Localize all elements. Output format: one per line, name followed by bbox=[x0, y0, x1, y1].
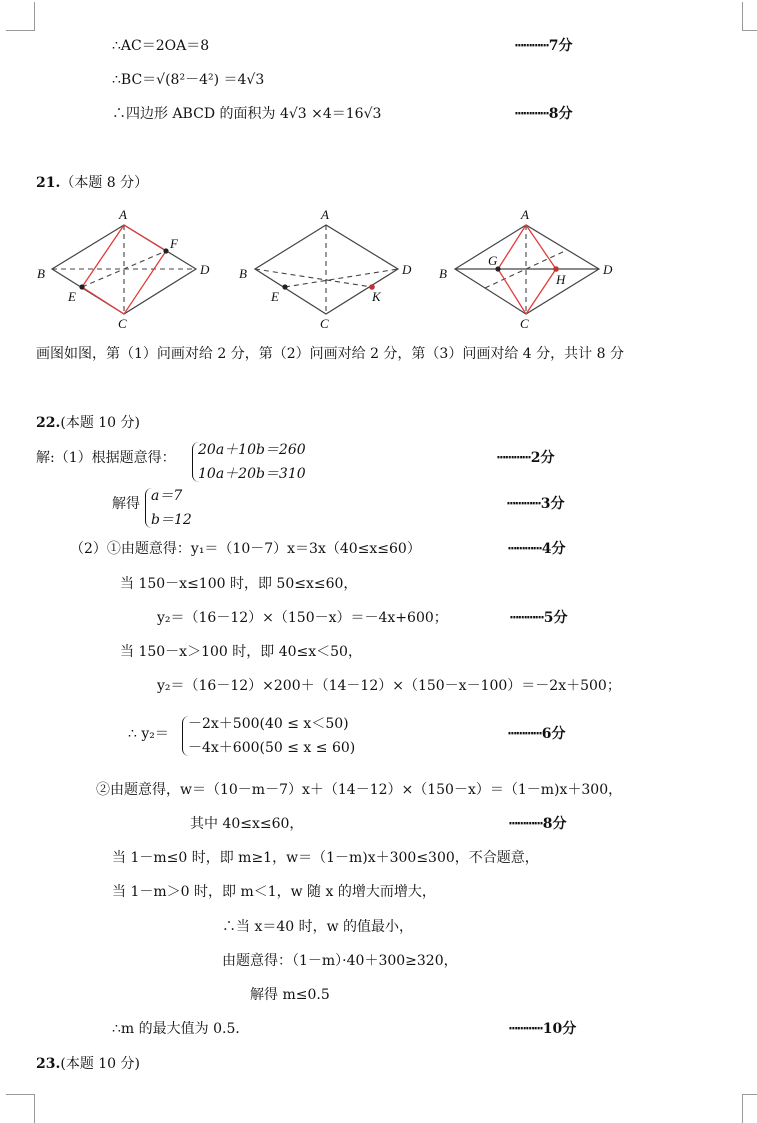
question-21-number: 21. bbox=[36, 175, 61, 191]
part2-line-3: y₂＝（16－12）×（150－x）＝－4x+600； bbox=[157, 610, 448, 626]
score-7: ┅┅┅┅7分 bbox=[515, 38, 573, 54]
figure-2 bbox=[239, 207, 412, 331]
system-1-eq-b: 10a＋20b＝310 bbox=[198, 466, 306, 482]
crop-mark-bottom-left bbox=[6, 1094, 35, 1123]
figure-3-red-ah bbox=[526, 225, 556, 269]
line-area: ∴四边形 ABCD 的面积为 4√3 ×4＝16√3 bbox=[112, 106, 382, 122]
figure-3-point-h bbox=[553, 266, 559, 272]
figure-2-label-k: K bbox=[372, 289, 381, 304]
figure-2-point-e bbox=[282, 284, 287, 289]
figure-2-line-ed bbox=[285, 269, 398, 287]
part2-line-2: 当 150－x≤100 时，即 50≤x≤60， bbox=[120, 576, 358, 592]
score-8: ┅┅┅┅8分 bbox=[515, 106, 573, 122]
figure-1-label-f: F bbox=[170, 236, 178, 251]
figure-1-label-b: B bbox=[37, 266, 45, 281]
score-8b: ┅┅┅┅8分 bbox=[509, 816, 567, 832]
score-4: ┅┅┅┅4分 bbox=[508, 541, 566, 557]
part3-line-1: ②由题意得，w＝（10－m－7）x＋（14－12）×（150－x）＝（1－m)x＋300， bbox=[96, 782, 623, 798]
figure-2-line-bk bbox=[255, 269, 372, 287]
rhombus-figures bbox=[0, 200, 757, 340]
figure-2-label-c: C bbox=[320, 316, 329, 331]
part3-line-2: 其中 40≤x≤60， bbox=[190, 816, 304, 832]
score-2: ┅┅┅┅2分 bbox=[497, 450, 555, 466]
figure-3-red-ag bbox=[498, 225, 526, 269]
figure-3-label-c: C bbox=[520, 316, 529, 331]
question-21-note: 画图如图，第（1）问画对给 2 分，第（2）问画对给 2 分，第（3）问画对给 4 分，共计 8 分 bbox=[36, 346, 624, 362]
figure-1-red-ec bbox=[82, 287, 124, 314]
y2-label: ∴ y₂＝ bbox=[128, 726, 169, 742]
figure-3-label-a: A bbox=[521, 207, 529, 222]
figure-1-point-f bbox=[163, 248, 168, 253]
question-21-points: （本题 8 分） bbox=[60, 175, 149, 191]
system-1-eq-a: 20a＋10b＝260 bbox=[198, 442, 306, 458]
figure-3-red-hc bbox=[526, 269, 556, 314]
question-21-heading bbox=[36, 173, 148, 193]
score-6: ┅┅┅┅6分 bbox=[508, 726, 566, 742]
question-22-number: 22. bbox=[36, 415, 61, 431]
figure-3 bbox=[439, 207, 613, 331]
part3-line-5: ∴当 x＝40 时，w 的值最小， bbox=[222, 919, 414, 935]
figure-3-label-h: H bbox=[556, 272, 566, 287]
figure-2-label-b: B bbox=[239, 266, 247, 281]
figure-3-label-b: B bbox=[439, 266, 447, 281]
figure-2-label-d: D bbox=[402, 262, 412, 277]
figure-1-red-af bbox=[124, 225, 166, 251]
figure-3-label-d: D bbox=[603, 262, 613, 277]
crop-mark-top-left bbox=[6, 2, 35, 31]
figure-1-label-a: A bbox=[119, 207, 127, 222]
part3-line-4: 当 1－m＞0 时，即 m＜1，w 随 x 的增大而增大， bbox=[112, 884, 436, 900]
question-22-heading bbox=[36, 413, 140, 433]
figure-1-point-e bbox=[79, 284, 84, 289]
solution-label: 解得 bbox=[112, 496, 140, 512]
solution-part1-prefix: 解:（1）根据题意得： bbox=[36, 450, 176, 466]
figure-1-label-d: D bbox=[200, 262, 210, 277]
score-3: ┅┅┅┅3分 bbox=[507, 496, 565, 512]
score-10: ┅┅┅┅10分 bbox=[509, 1021, 577, 1037]
figure-1-red-fc bbox=[124, 251, 166, 314]
system-2-eq-b: b＝12 bbox=[151, 512, 192, 528]
question-23-points: (本题 10 分) bbox=[60, 1056, 140, 1072]
figure-1-label-c: C bbox=[118, 316, 127, 331]
part2-line-4: 当 150－x＞100 时，即 40≤x＜50， bbox=[120, 644, 362, 660]
part2-line-5: y₂＝（16－12）×200＋（14－12）×（150－x－100）＝－2x＋500； bbox=[157, 678, 621, 694]
figure-2-label-a: A bbox=[321, 207, 329, 222]
question-22-points: (本题 10 分) bbox=[60, 415, 140, 431]
figure-1-label-e: E bbox=[68, 289, 76, 304]
piecewise-case-2: －4x＋600(50 ≤ x ≤ 60) bbox=[188, 740, 356, 756]
part3-line-6: 由题意得：（1－m）·40＋300≥320， bbox=[222, 953, 458, 969]
line-ac: ∴AC＝2OA＝8 bbox=[112, 38, 210, 54]
question-23-heading bbox=[36, 1054, 140, 1074]
figure-1 bbox=[37, 207, 210, 331]
line-bc: ∴BC＝√(8²－4²) ＝4√3 bbox=[112, 72, 265, 88]
system-2-eq-a: a＝7 bbox=[151, 488, 183, 504]
figure-2-label-e: E bbox=[271, 289, 279, 304]
part3-line-8: ∴m 的最大值为 0.5． bbox=[112, 1021, 250, 1037]
question-23-number: 23. bbox=[36, 1056, 61, 1072]
part3-line-3: 当 1－m≤0 时，即 m≥1，w＝（1－m)x＋300≤300，不合题意， bbox=[112, 850, 539, 866]
piecewise-case-1: －2x＋500(40 ≤ x＜50) bbox=[188, 716, 349, 732]
part2-line-1: （2）①由题意得：y₁＝（10－7）x＝3x（40≤x≤60） bbox=[70, 541, 421, 557]
part3-line-7: 解得 m≤0.5 bbox=[250, 987, 330, 1003]
figure-3-label-g: G bbox=[488, 253, 498, 268]
crop-mark-bottom-right bbox=[742, 1094, 757, 1123]
score-5: ┅┅┅┅5分 bbox=[510, 610, 568, 626]
crop-mark-top-right bbox=[742, 2, 757, 31]
